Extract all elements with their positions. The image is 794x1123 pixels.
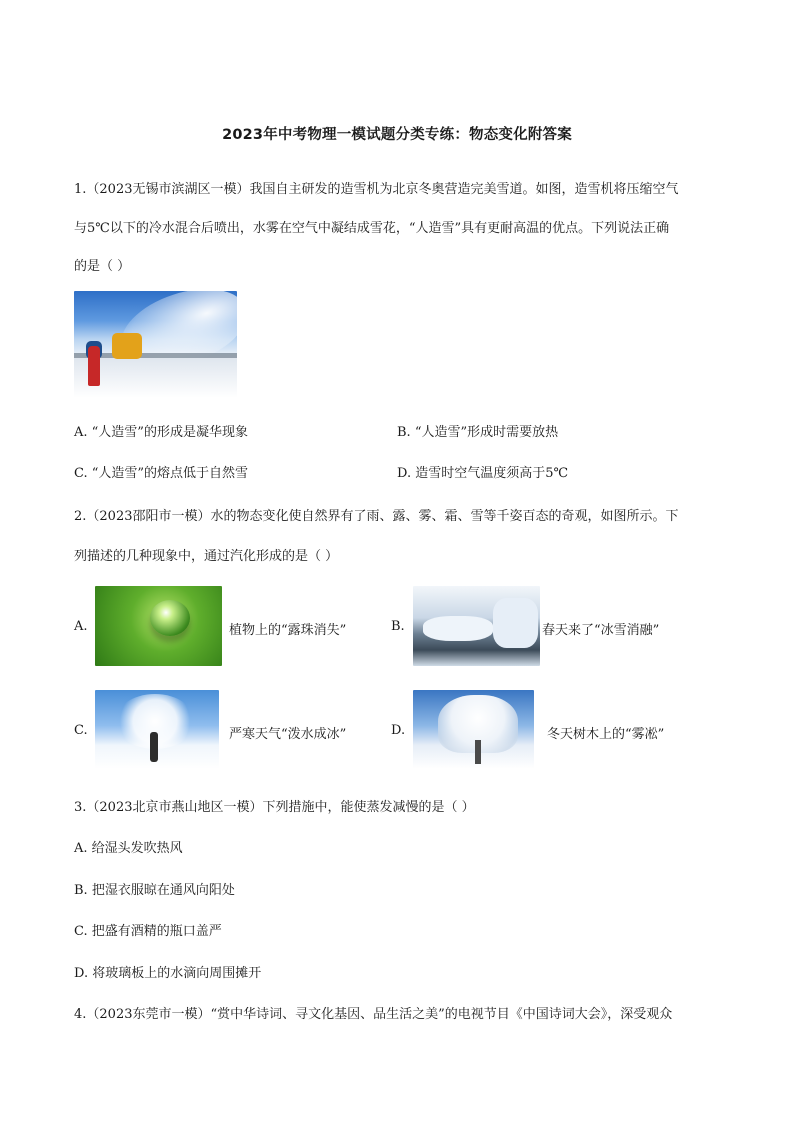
q2-option-c-letter[interactable]: C. [74,723,88,738]
page-title: 2023年中考物理一模试题分类专练：物态变化附答案 [222,127,572,143]
snow-machine-image [74,291,237,398]
q3-stem-line1: 3.（2023北京市燕山地区一模）下列措施中，能使蒸发减慢的是（ ） [74,800,475,815]
q4-stem-line1: 4.（2023东莞市一模）“赏中华诗词、寻文化基因、品生活之美”的电视节目《中国诗词大会》，深受观众 [74,1007,673,1022]
q2-option-c-text[interactable]: 严寒天气“泼水成冰” [229,727,347,742]
q1-stem-line3: 的是（ ） [74,259,131,274]
q2-stem-line1: 2.（2023邵阳市一模）水的物态变化使自然界有了雨、露、雾、霜、雪等千姿百态的奇观，如图所示。下 [74,509,679,524]
q1-option-b[interactable]: B. “人造雪”形成时需要放热 [397,425,559,440]
q2-stem-line2: 列描述的几种现象中，通过汽化形成的是（ ） [74,549,339,564]
q2-option-b-letter[interactable]: B. [391,619,405,634]
q1-option-a[interactable]: A. “人造雪”的形成是凝华现象 [74,425,248,440]
q3-option-b[interactable]: B. 把湿衣服晾在通风向阳处 [74,883,235,898]
q2-option-b-text[interactable]: 春天来了“冰雪消融” [542,623,660,638]
dewdrop-leaf-image [95,586,222,666]
rime-tree-image [413,690,534,769]
q2-option-a-letter[interactable]: A. [74,619,88,634]
q1-stem-line2: 与5℃以下的冷水混合后喷出，水雾在空气中凝结成雪花，“人造雪”具有更耐高温的优点。下列说法正确 [74,221,670,236]
q2-option-d-letter[interactable]: D. [391,723,406,738]
q3-option-a[interactable]: A. 给湿头发吹热风 [74,841,183,856]
q2-option-d-text[interactable]: 冬天树木上的“雾凇” [547,727,665,742]
q1-option-c[interactable]: C. “人造雪”的熔点低于自然雪 [74,466,249,481]
q2-option-a-text[interactable]: 植物上的“露珠消失” [229,623,347,638]
water-to-ice-image [95,690,219,769]
q1-option-d[interactable]: D. 造雪时空气温度须高于5℃ [397,466,569,481]
melting-ice-stream-image [413,586,540,666]
q3-option-d[interactable]: D. 将玻璃板上的水滴向周围摊开 [74,966,262,981]
q3-option-c[interactable]: C. 把盛有酒精的瓶口盖严 [74,924,222,939]
q1-stem-line1: 1.（2023无锡市滨湖区一模）我国自主研发的造雪机为北京冬奥营造完美雪道。如图，造雪机将压缩空气 [74,182,679,197]
